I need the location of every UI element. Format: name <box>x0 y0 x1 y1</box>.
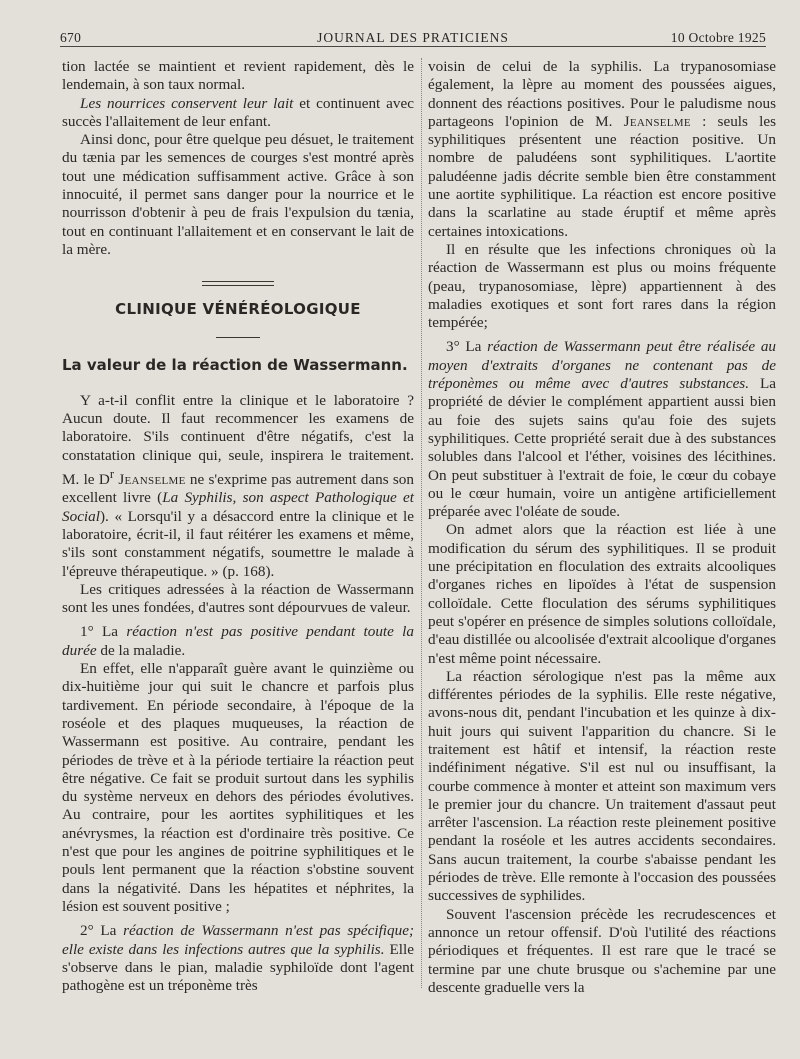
text: Y a-t-il conflit entre la clinique et le laboratoire ? Aucun doute. Il faut recommencer les examens de laboratoire. S'ils continuent d'être négatifs, c'est la constatation clinique qui, seule, inspirera le traitement. M. le D <box>62 391 414 489</box>
text: ne s'exprime pas autrement dans son excellent livre ( <box>62 471 414 507</box>
header-rule <box>60 46 766 47</box>
text: Elle s'observe dans le pian, maladie syphiloïde dont l'agent pathogène est un tréponème très <box>62 940 414 995</box>
author-name: Jeanselme <box>623 112 691 130</box>
book-title: La Syphilis, son aspect Pathologique et Social <box>62 489 415 525</box>
left-column <box>62 58 414 995</box>
article-title: La valeur de la réaction de Wassermann. <box>62 355 408 374</box>
paragraph <box>428 338 776 521</box>
italic-text: Les nourrices conservent leur lait <box>80 94 294 112</box>
italic-text: réaction n'est pas positive pendant toute la durée <box>62 623 414 659</box>
running-header <box>60 26 766 48</box>
italic-text: réaction de Wassermann n'est pas spécifique; elle existe dans les infections autres que la syphilis. <box>62 922 414 958</box>
text: 1° La <box>80 623 127 641</box>
section-divider <box>202 281 274 286</box>
author-name: Jeanselme <box>118 471 186 489</box>
paragraph <box>62 922 414 995</box>
paragraph: Les critiques adressées à la réaction de Wassermann sont les unes fondées, d'autres sont dépourvues de valeur. <box>62 580 414 617</box>
text: 2° La <box>80 922 124 940</box>
paragraph: Il en résulte que les infections chroniques où la réaction de Wassermann est plus ou moins fréquente (peau, trypanosomiase, lèpre) appartiennent à des maladies exotiques et sont fort rares dans la région tempérée; <box>428 240 776 332</box>
section-title: CLINIQUE VÉNÉRÉOLOGIQUE <box>115 300 361 319</box>
paragraph <box>62 623 414 660</box>
right-column <box>428 58 776 997</box>
paragraph: Ainsi donc, pour être quelque peu désuet, le traitement du tænia par les semences de courges s'est montré après tout une médication suffisamment active. Grâce à son innocuité, il permet sans danger pour la nourrice et le nourrisson d'obtenir à peu de frais l'expulsion du tænia, tout en continuant l'allaitement et en conservant le lait de la mère. <box>62 131 414 258</box>
paragraph: La réaction sérologique n'est pas la même aux différentes périodes de la syphilis. Elle reste négative, avons-nous dit, pendant l'incubation et les quinze à dix-huit jours qui suivent l'apparition du chancre. Si le traitement est hâtif et intensif, la réaction reste indéfiniment négative. S'il est nul ou insuffisant, la courbe commence à monter et atteint son maximum vers le premier jour du chancre. Un traitement d'assaut peut arrêter l'ascension. La réaction reste pleinement positive pendant la roséole et les autres accidents secondaires. Sans aucun traitement, la courbe s'abaisse pendant les périodes de trève. Elle remonte à l'occasion des poussées successives de syphilides. <box>428 667 776 905</box>
paragraph: Souvent l'ascension précède les recrudescences et annonce un retour offensif. D'où l'utilité des réactions périodiques et fréquentes. Il est rare que le tracé se termine par une chute brusque ou s'achemine par une descente graduelle vers la <box>428 905 776 996</box>
page-number: 670 <box>60 30 82 45</box>
paragraph: tion lactée se maintient et revient rapidement, dès le lendemain, à son taux normal. <box>62 58 414 94</box>
issue-date: 10 Octobre 1925 <box>670 30 766 45</box>
italic-text: réaction de Wassermann peut être réalisée au moyen d'extraits d'organes ne contenant pas de tréponèmes ou même avec d'autres substances. <box>428 338 777 393</box>
journal-title: JOURNAL DES PRATICIENS <box>317 30 509 45</box>
text: voisin de celui de la syphilis. La trypanosomiase également, la lèpre au moment des poussées aigues, donnent des réactions positives. Pour le paludisme nous partageons l'opinion de M. <box>428 58 776 130</box>
paragraph: On admet alors que la réaction est liée à une modification du sérum des syphilitiques. Il se produit une précipitation en floculation des extraits alcooliques d'organes riches en lipoïdes à l'état de suspension colloïdale. Cette floculation des sérums syphilitiques peut s'opérer en présence de simples solutions colloïdale, d'eau distillée ou alcoolisée d'extrait alcoolique d'organes n'est même point nécessaire. <box>428 521 776 667</box>
superscript: r <box>109 467 115 482</box>
paragraph <box>62 95 414 132</box>
text: de la maladie. <box>96 641 186 659</box>
text: ). « Lorsqu'il y a désaccord entre la clinique et le laboratoire, écrit-il, il faut réitérer les examens et même, s'ils sont constamment négatifs, soumettre le malade à l'épreuve thérapeutique. » (p. 168). <box>62 507 414 580</box>
paragraph: En effet, elle n'apparaît guère avant le quinzième ou dix-huitième jour qui suit le chancre et parfois plus tardivement. En période secondaire, à l'époque de la roséole et des plaques muqueuses, la réaction de Wassermann est positive. Au contraire, pendant les périodes de trève et à la période tertiaire la réaction peut être négative. Ce fait se produit surtout dans les syphilis du système nerveux en dehors des périodes évolutives. Au contraire, pour les aortites syphilitiques et les anévrysmes, la réaction est d'ordinaire très positive. Ce n'est que pour les angines de poitrine syphilitiques et le pouls lent permanent que la réaction s'obstine souvent dans la négativité. Dans les hépatites et néphrites, la lésion est souvent positive ; <box>62 660 414 915</box>
paragraph <box>62 392 414 581</box>
title-divider <box>216 337 260 338</box>
paragraph <box>428 58 776 241</box>
text: 3° La <box>446 338 488 356</box>
text: : seuls les syphilitiques présentent une réaction positive. Un nombre de paludéens sont syphilitiques. L'aortite paludéenne jadis décrite semble bien être constamment une aortite syphilitique. La réaction est encore positive dans la scarlatine au stade éruptif et même après certaines intoxications. <box>428 112 776 240</box>
text: La propriété de dévier le complément appartient aussi bien au foie des sujets sains qu'au foie des sujets syphilitiques. Cette propriété serait due à des substances solubles dans l'alcool et l'éther, voisines des lécithines. On peut substituer à l'extrait de foie, le cœur du cobaye ou le cœur humain, voire un antigène artificiellement préparée avec l'oléate de soude. <box>428 375 776 521</box>
text: et continuent avec succès l'allaitement de leur enfant. <box>62 94 414 130</box>
column-divider <box>421 58 422 988</box>
